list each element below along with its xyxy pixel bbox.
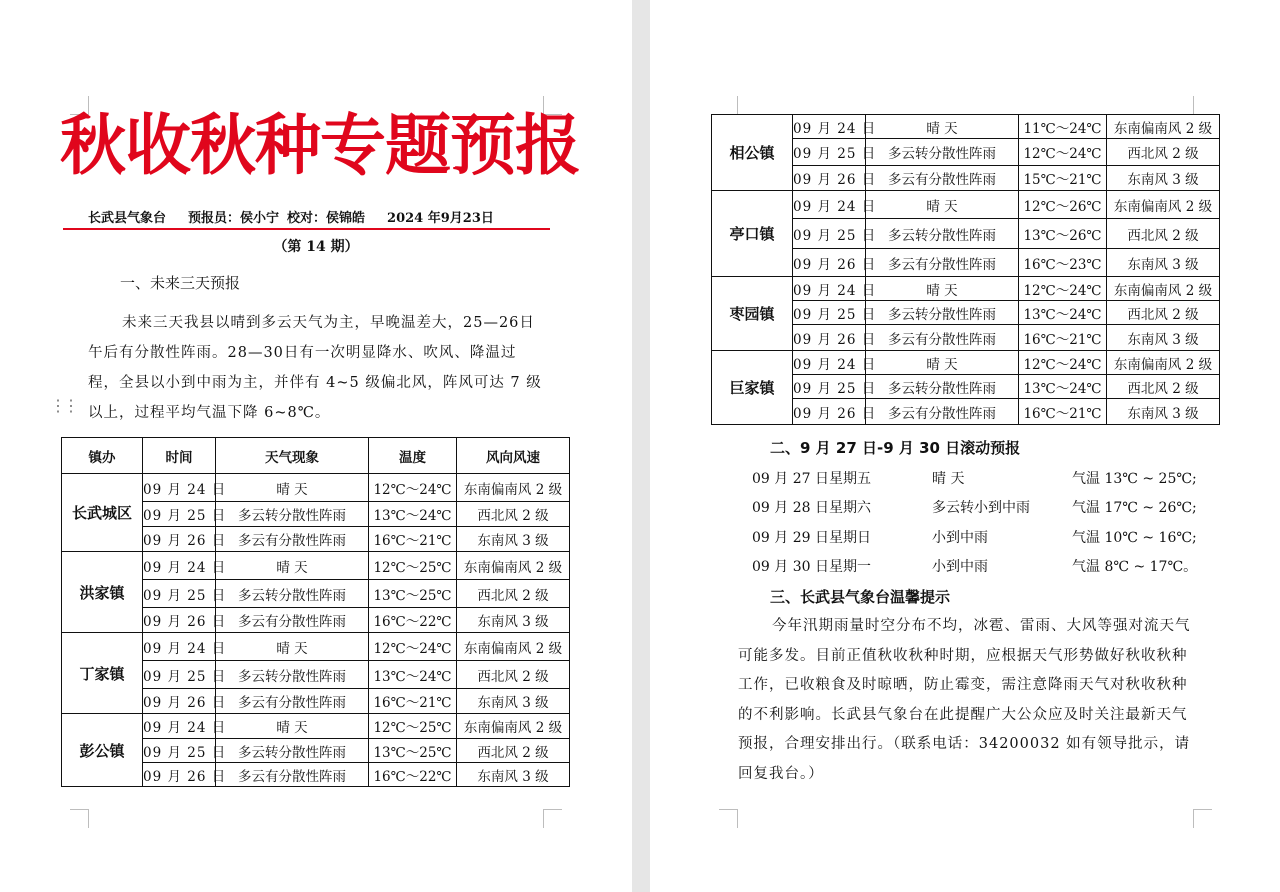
wind-cell: 西北风 2 级	[457, 580, 570, 608]
date-cell: 09 月 25 日	[143, 739, 216, 763]
town-name: 彭公镇	[62, 714, 143, 787]
date-cell: 09 月 25 日	[793, 375, 866, 399]
forecast-table-part2	[711, 114, 1220, 425]
wind-cell: 东南偏南风 2 级	[1107, 115, 1220, 139]
weather-cell: 多云转分散性阵雨	[216, 580, 369, 608]
station-name: 长武县气象台	[88, 211, 167, 226]
wind-cell: 西北风 2 级	[1107, 375, 1220, 399]
roll-date: 09 月 29 日星期日	[752, 530, 871, 546]
header-date: 时间	[143, 438, 216, 474]
wind-cell: 东南风 3 级	[457, 608, 570, 633]
document-page-1	[0, 0, 632, 892]
wind-cell: 东南偏南风 2 级	[457, 633, 570, 661]
header-temperature: 温度	[369, 438, 457, 474]
date-cell: 09 月 26 日	[793, 399, 866, 425]
page-gutter	[632, 0, 650, 892]
temp-cell: 16℃～22℃	[369, 763, 457, 787]
weather-cell: 多云有分散性阵雨	[216, 763, 369, 787]
crop-mark	[70, 809, 89, 828]
date-cell: 09 月 26 日	[793, 325, 866, 351]
weather-cell: 晴 天	[216, 474, 369, 502]
weather-cell: 多云有分散性阵雨	[216, 527, 369, 552]
date-cell: 09 月 25 日	[793, 139, 866, 166]
weather-cell: 多云转分散性阵雨	[866, 301, 1019, 325]
date-cell: 09 月 26 日	[143, 608, 216, 633]
temp-cell: 16℃～21℃	[1019, 325, 1107, 351]
roll-weather: 小到中雨	[932, 530, 988, 546]
weather-cell: 多云有分散性阵雨	[216, 689, 369, 714]
date-cell: 09 月 24 日	[793, 351, 866, 375]
wind-cell: 西北风 2 级	[457, 661, 570, 689]
wind-cell: 东南偏南风 2 级	[1107, 351, 1220, 375]
date-cell: 09 月 24 日	[143, 633, 216, 661]
weather-cell: 多云转分散性阵雨	[216, 739, 369, 763]
weather-cell: 多云有分散性阵雨	[866, 166, 1019, 191]
table-row	[62, 552, 570, 580]
weather-cell: 多云有分散性阵雨	[866, 249, 1019, 277]
town-name: 丁家镇	[62, 633, 143, 714]
date-cell: 09 月 26 日	[143, 689, 216, 714]
section3-paragraph[interactable]: 今年汛期雨量时空分布不均，冰雹、雷雨、大风等强对流天气可能多发。目前正值秋收秋种时期，应根据天气形势做好秋收秋种工作，已收粮食及时晾晒，防止霉变，需注意降雨天气对秋收秋种的不利影响。长武县气象台在此提醒广大公众应及时关注最新天气预报，合理安排出行。（联系电话：34200032 如有领导批示，请回复我台。）	[738, 618, 1191, 782]
temp-cell: 13℃～24℃	[369, 661, 457, 689]
header-town: 镇办	[62, 438, 143, 474]
weather-cell: 多云转分散性阵雨	[216, 661, 369, 689]
date-cell: 09 月 25 日	[143, 580, 216, 608]
date-cell: 09 月 24 日	[793, 115, 866, 139]
temp-cell: 16℃～22℃	[369, 608, 457, 633]
temp-cell: 13℃～26℃	[1019, 219, 1107, 249]
wind-cell: 东南偏南风 2 级	[457, 552, 570, 580]
temp-cell: 13℃～24℃	[369, 502, 457, 527]
roll-weather: 多云转小到中雨	[932, 500, 1030, 516]
wind-cell: 东南风 3 级	[1107, 166, 1220, 191]
weather-cell: 晴 天	[866, 115, 1019, 139]
section3-heading: 三、长武县气象台温馨提示	[770, 588, 951, 606]
wind-cell: 西北风 2 级	[1107, 301, 1220, 325]
header-weather: 天气现象	[216, 438, 369, 474]
weather-cell: 多云转分散性阵雨	[216, 502, 369, 527]
temp-cell: 16℃～21℃	[369, 527, 457, 552]
temp-cell: 16℃～21℃	[369, 689, 457, 714]
proofreader: 校对：侯锦皓	[287, 211, 366, 226]
crop-mark	[1193, 809, 1212, 828]
temp-cell: 12℃～24℃	[369, 474, 457, 502]
report-meta	[88, 207, 516, 226]
roll-temp: 气温 17℃ ~ 26℃;	[1072, 500, 1197, 516]
wind-cell: 东南偏南风 2 级	[1107, 277, 1220, 301]
temp-cell: 16℃～21℃	[1019, 399, 1107, 425]
table-row	[62, 633, 570, 661]
temp-cell: 12℃～25℃	[369, 714, 457, 739]
table-header-row	[62, 438, 570, 474]
date-cell: 09 月 26 日	[793, 249, 866, 277]
crop-mark	[719, 96, 738, 115]
wind-cell: 东南风 3 级	[457, 763, 570, 787]
date-cell: 09 月 26 日	[793, 166, 866, 191]
wind-cell: 东南风 3 级	[1107, 399, 1220, 425]
wind-cell: 东南偏南风 2 级	[1107, 191, 1220, 219]
section1-paragraph[interactable]: 未来三天我县以晴到多云天气为主，早晚温差大，25—26日午后有分散性阵雨。28—30日有一次明显降水、吹风、降温过程，全县以小到中雨为主，并伴有 4~5 级偏北风，阵风可达 7 级以上，过程平均气温下降 6~8℃。	[88, 315, 542, 421]
temp-cell: 15℃～21℃	[1019, 166, 1107, 191]
date-cell: 09 月 24 日	[143, 552, 216, 580]
weather-cell: 多云有分散性阵雨	[866, 325, 1019, 351]
temp-cell: 12℃～24℃	[1019, 351, 1107, 375]
crop-mark	[1193, 96, 1212, 115]
weather-cell: 晴 天	[866, 277, 1019, 301]
weather-cell: 多云转分散性阵雨	[866, 219, 1019, 249]
date-cell: 09 月 25 日	[143, 661, 216, 689]
roll-temp: 气温 8℃ ~ 17℃。	[1072, 559, 1198, 575]
header-wind: 风向风速	[457, 438, 570, 474]
wind-cell: 西北风 2 级	[1107, 139, 1220, 166]
table-row	[712, 351, 1220, 375]
weather-cell: 多云有分散性阵雨	[216, 608, 369, 633]
weather-cell: 多云转分散性阵雨	[866, 139, 1019, 166]
date-cell: 09 月 26 日	[143, 527, 216, 552]
temp-cell: 13℃～25℃	[369, 580, 457, 608]
issue-number: （第 14 期）	[273, 239, 359, 255]
town-name: 相公镇	[712, 115, 793, 191]
date-cell: 09 月 25 日	[793, 219, 866, 249]
date-cell: 09 月 24 日	[793, 191, 866, 219]
wind-cell: 东南偏南风 2 级	[457, 714, 570, 739]
table-row	[712, 191, 1220, 219]
temp-cell: 12℃～26℃	[1019, 191, 1107, 219]
wind-cell: 东南风 3 级	[457, 527, 570, 552]
roll-temp: 气温 13℃ ~ 25℃;	[1072, 471, 1197, 487]
forecast-table-part1	[61, 437, 570, 787]
temp-cell: 12℃～24℃	[1019, 277, 1107, 301]
town-name: 亭口镇	[712, 191, 793, 277]
date-cell: 09 月 24 日	[793, 277, 866, 301]
wind-cell: 东南偏南风 2 级	[457, 474, 570, 502]
wind-cell: 东南风 3 级	[1107, 325, 1220, 351]
temp-cell: 12℃～24℃	[1019, 139, 1107, 166]
crop-mark	[543, 809, 562, 828]
roll-weather: 晴 天	[932, 471, 965, 487]
forecaster: 预报员：侯小宁	[188, 211, 280, 226]
date-cell: 09 月 24 日	[143, 714, 216, 739]
weather-cell: 晴 天	[216, 714, 369, 739]
temp-cell: 13℃～24℃	[1019, 375, 1107, 399]
table-row	[712, 115, 1220, 139]
temp-cell: 11℃～24℃	[1019, 115, 1107, 139]
weather-cell: 多云转分散性阵雨	[866, 375, 1019, 399]
report-date: 2024 年9月23日	[387, 211, 494, 226]
red-divider	[63, 228, 550, 230]
roll-weather: 小到中雨	[932, 559, 988, 575]
roll-date: 09 月 28 日星期六	[752, 500, 871, 516]
roll-date: 09 月 27 日星期五	[752, 471, 871, 487]
wind-cell: 西北风 2 级	[1107, 219, 1220, 249]
temp-cell: 13℃～24℃	[1019, 301, 1107, 325]
temp-cell: 12℃～24℃	[369, 633, 457, 661]
date-cell: 09 月 26 日	[143, 763, 216, 787]
town-name: 洪家镇	[62, 552, 143, 633]
wind-cell: 西北风 2 级	[457, 739, 570, 763]
town-name: 巨家镇	[712, 351, 793, 425]
temp-cell: 12℃～25℃	[369, 552, 457, 580]
weather-cell: 晴 天	[216, 633, 369, 661]
date-cell: 09 月 25 日	[143, 502, 216, 527]
table-row	[712, 277, 1220, 301]
document-title: 秋收秋种专题预报	[60, 106, 580, 184]
date-cell: 09 月 24 日	[143, 474, 216, 502]
temp-cell: 16℃～23℃	[1019, 249, 1107, 277]
wind-cell: 东南风 3 级	[1107, 249, 1220, 277]
section2-heading: 二、9 月 27 日-9 月 30 日滚动预报	[770, 439, 1021, 457]
weather-cell: 晴 天	[216, 552, 369, 580]
crop-mark	[719, 809, 738, 828]
date-cell: 09 月 25 日	[793, 301, 866, 325]
table-row	[62, 474, 570, 502]
weather-cell: 多云有分散性阵雨	[866, 399, 1019, 425]
section1-heading: 一、未来三天预报	[120, 274, 241, 292]
roll-temp: 气温 10℃ ~ 16℃;	[1072, 530, 1197, 546]
wind-cell: 东南风 3 级	[457, 689, 570, 714]
weather-cell: 晴 天	[866, 191, 1019, 219]
wind-cell: 西北风 2 级	[457, 502, 570, 527]
temp-cell: 13℃～25℃	[369, 739, 457, 763]
table-move-handle-icon[interactable]: ⋮⋮	[50, 396, 76, 415]
table-row	[62, 714, 570, 739]
town-name: 枣园镇	[712, 277, 793, 351]
roll-date: 09 月 30 日星期一	[752, 559, 871, 575]
weather-cell: 晴 天	[866, 351, 1019, 375]
town-name: 长武城区	[62, 474, 143, 552]
